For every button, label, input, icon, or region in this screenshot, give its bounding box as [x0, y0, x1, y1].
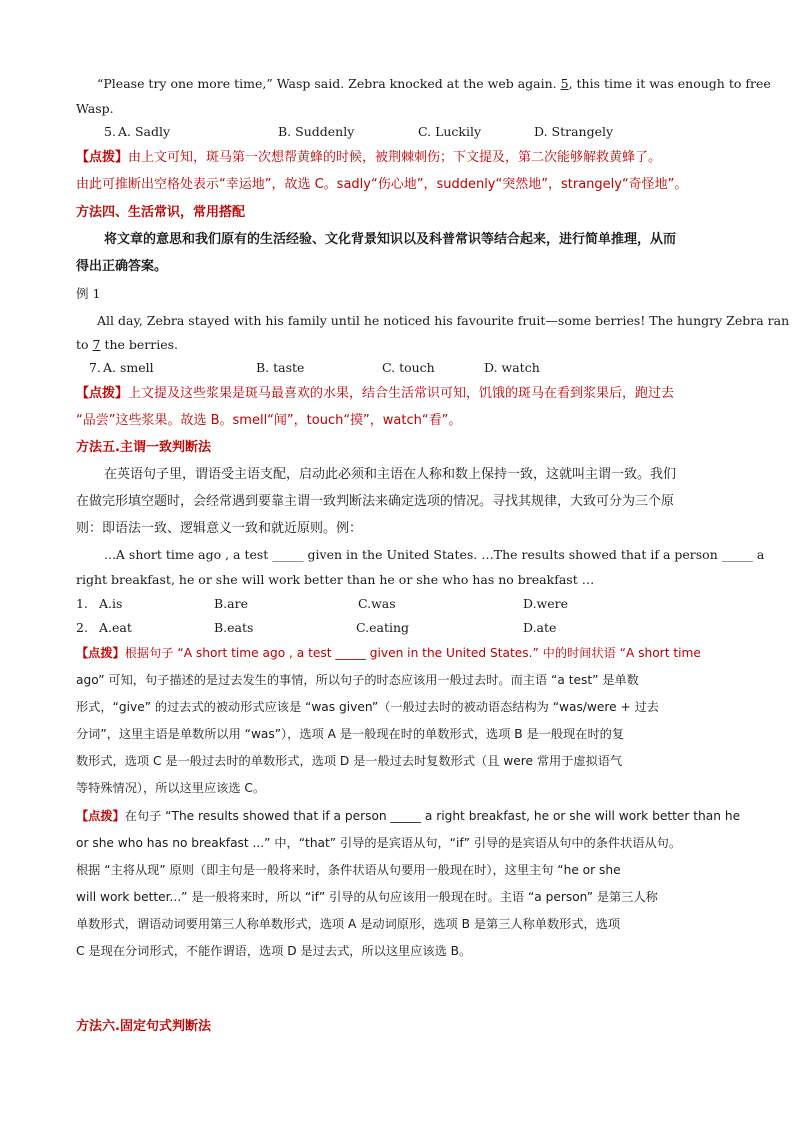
passage-line: Wasp. — [76, 101, 114, 116]
hint-paragraph: 【点拨】根据句子 “A short time ago , a test _____ given in the United States.” 中的时间状语 “A short time — [76, 646, 701, 660]
hint-line: 由此可推断出空格处表示“幸运地”，故选 C。sadly“伤心地”，suddenly“突然地”，strangely“奇怪地”。 — [76, 177, 688, 192]
blank-number: 5 — [560, 76, 569, 91]
hint-line: C 是现在分词形式，不能作谓语，选项 D 是过去式，所以这里应该选 B。 — [76, 944, 472, 958]
hint-paragraph: 【点拨】上文提及这些浆果是斑马最喜欢的水果，结合生活常识可知，饥饿的斑马在看到浆果后，跑过去 — [76, 386, 675, 401]
blank-number: 7 — [92, 337, 101, 352]
method-description: 在英语句子里，谓语受主语支配，启动此必须和主语在人称和数上保持一致，这就叫主谓一致。我们 — [104, 467, 677, 482]
question-number: 1. — [76, 596, 88, 611]
passage-line: to 7 the berries. — [76, 337, 179, 352]
hint-line: 等特殊情况），所以这里应该选 C。 — [76, 781, 266, 795]
option-a: A.eat — [99, 620, 132, 635]
option-c: C.eating — [356, 620, 410, 635]
hint-line: will work better...” 是一般将来时，所以 “if” 引导的从句应该用一般现在时。主语 “a person” 是第三人称 — [76, 890, 658, 904]
passage-line — [97, 78, 771, 91]
section-heading: 方法四、生活常识，常用搭配 — [76, 205, 246, 220]
option-a: A. Sadly — [118, 124, 171, 139]
option-d: D. Strangely — [534, 124, 614, 139]
option-c: C.was — [358, 596, 396, 611]
method-description: 将文章的意思和我们原有的生活经验、文化背景知识以及科普常识等结合起来，进行简单推理，从而 — [104, 232, 677, 247]
hint-line: 根据 “主将从现” 原则（即主句是一般将来时，条件状语从句要用一般现在时），这里主句 “he or she — [76, 863, 621, 877]
question-number: 7. — [89, 360, 101, 375]
option-b: B.eats — [214, 620, 254, 635]
hint-tag: 【点拨】 — [76, 809, 125, 823]
example-label: 例 1 — [76, 286, 101, 301]
hint-paragraph: 【点拨】在句子 “The results showed that if a person _____ a right breakfast, he or she will work better than he — [76, 809, 741, 823]
hint-line: 分词”，这里主语是单数所以用 “was”），选项 A 是一般现在时的单数形式，选项 B 是一般现在时的复 — [76, 727, 625, 741]
hint-line: 单数形式，谓语动词要用第三人称单数形式，选项 A 是动词原形，选项 B 是第三人称单数形式，选项 — [76, 917, 621, 931]
option-a: A.is — [99, 596, 123, 611]
passage-text: , this time it was enough to free — [568, 76, 771, 91]
option-d: D.ate — [523, 620, 557, 635]
method-description: 则：即语法一致、逻辑意义一致和就近原则。例： — [76, 521, 363, 536]
hint-line: 形式，“give” 的过去式的被动形式应该是 “was given”（一般过去时的被动语态结构为 “was/were + 过去 — [76, 700, 659, 714]
option-a: A. smell — [103, 360, 154, 375]
passage-line: All day, Zebra stayed with his family until he noticed his favourite fruit—some berries! The hungry Zebra ran — [97, 313, 790, 328]
example-line: ...A short time ago , a test _____ given in the United States. …The results showed that if a person _____ a — [104, 547, 765, 562]
hint-tag: 【点拨】 — [76, 150, 129, 165]
hint-tag: 【点拨】 — [76, 646, 125, 660]
method-description: 得出正确答案。 — [76, 259, 168, 274]
question-number: 2. — [76, 620, 88, 635]
option-b: B. taste — [256, 360, 305, 375]
question-number: 5. — [104, 124, 116, 139]
option-b: B.are — [214, 596, 248, 611]
option-d: D. watch — [484, 360, 540, 375]
passage-text: “Please try one more time,” Wasp said. Zebra knocked at the web again. — [97, 76, 561, 91]
method-description: 在做完形填空题时，会经常遇到要靠主谓一致判断法来确定选项的情况。寻找其规律，大致可分为三个原 — [76, 494, 675, 509]
example-line: right breakfast, he or she will work better than he or she who has no breakfast … — [76, 572, 595, 587]
option-c: C. touch — [382, 360, 435, 375]
hint-paragraph: 【点拨】由上文可知，斑马第一次想帮黄蜂的时候，被荆棘刺伤；下文提及，第二次能够解救黄蜂了。 — [76, 150, 662, 165]
option-c: C. Luckily — [418, 124, 482, 139]
option-b: B. Suddenly — [278, 124, 355, 139]
hint-tag: 【点拨】 — [76, 386, 129, 401]
hint-line: ago” 可知，句子描述的是过去发生的事情，所以句子的时态应该用一般过去时。而主语 “a test” 是单数 — [76, 673, 639, 687]
hint-line: “品尝”这些浆果。故选 B。smell“闻”，touch“摸”，watch“看”。 — [76, 413, 462, 428]
option-d: D.were — [523, 596, 569, 611]
section-heading: 方法五.主谓一致判断法 — [76, 440, 211, 455]
hint-line: 数形式，选项 C 是一般过去时的单数形式，选项 D 是一般过去时复数形式（且 were 常用于虚拟语气 — [76, 754, 623, 768]
section-heading: 方法六.固定句式判断法 — [76, 1019, 211, 1034]
hint-line: or she who has no breakfast ...” 中，“that” 引导的是宾语从句，“if” 引导的是宾语从句中的条件状语从句。 — [76, 836, 682, 850]
